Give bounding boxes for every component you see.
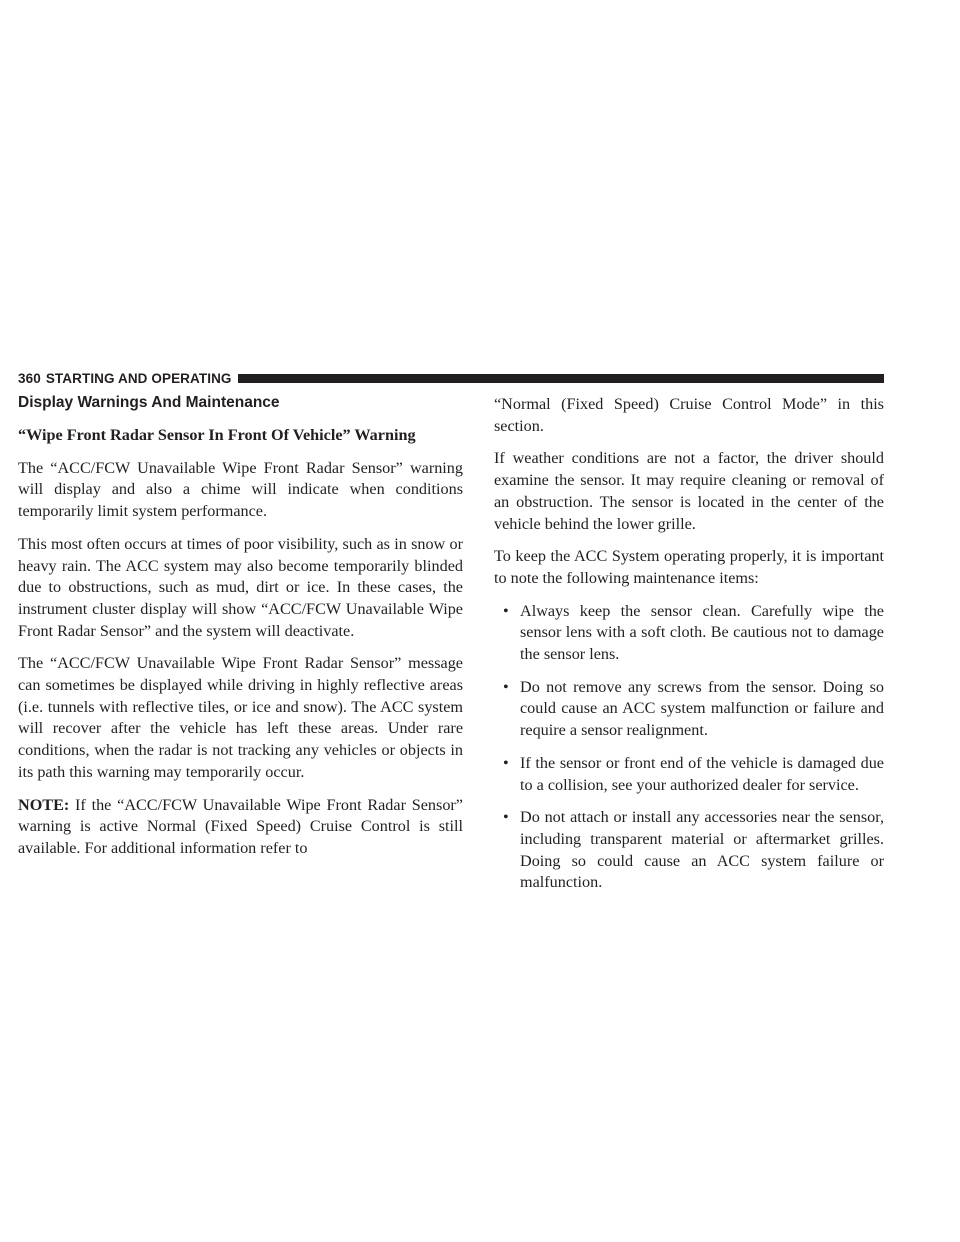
maintenance-list — [494, 601, 884, 894]
chapter-title: STARTING AND OPERATING — [45, 370, 232, 386]
bullet-icon: • — [503, 677, 509, 696]
list-item-text: Do not attach or install any accessories near the sensor, including transparent material or aftermarket grilles. Doing so could cause an ACC system failure or malfunction. — [520, 808, 884, 892]
page-header — [18, 370, 884, 386]
section-title: Display Warnings And Maintenance — [18, 394, 280, 411]
paragraph-reflective-areas: The “ACC/FCW Unavailable Wipe Front Radar Sensor” message can sometimes be displayed while driving in highly reflective areas (i.e. tunnels with reflective tiles, or ice and snow). The ACC system will recover after the vehicle has left these areas. Under rare conditions, when the radar is not tracking any vehicles or objects in its path this warning may temporarily occur. — [18, 654, 463, 781]
paragraph-poor-visibility: This most often occurs at times of poor visibility, such as in snow or heavy rain. The ACC system may also become temporarily blinded due to obstructions, such as mud, dirt or ice. In these cases, the instrument cluster display will show “ACC/FCW Unavailable Wipe Front Radar Sensor” and the system will deactivate. — [18, 534, 463, 640]
note-paragraph — [18, 795, 463, 860]
paragraph-warning-display: The “ACC/FCW Unavailable Wipe Front Radar Sensor” warning will display and also a chime will indicate when conditions temporarily limit system performance. — [18, 458, 463, 521]
paragraph-maintenance-intro: To keep the ACC System operating properly, it is important to note the following maintenance items: — [494, 547, 884, 587]
paragraph-examine-sensor: If weather conditions are not a factor, the driver should examine the sensor. It may require cleaning or removal of an obstruction. The sensor is located in the center of the vehicle behind the lower grille. — [494, 449, 884, 533]
bullet-icon: • — [503, 753, 509, 772]
list-item — [494, 677, 884, 742]
left-column — [18, 393, 463, 871]
header-rule — [238, 374, 884, 383]
note-label: NOTE: — [18, 795, 70, 814]
paragraph-continuation: “Normal (Fixed Speed) Cruise Control Mode” in this section. — [494, 395, 884, 435]
bullet-icon: • — [503, 601, 509, 620]
list-item — [494, 601, 884, 666]
list-item-text: If the sensor or front end of the vehicle is damaged due to a collision, see your authorized dealer for service. — [520, 753, 884, 794]
page-number: 360 — [18, 370, 41, 386]
subsection-title: “Wipe Front Radar Sensor In Front Of Vehicle” Warning — [18, 426, 416, 444]
list-item — [494, 807, 884, 894]
list-item — [494, 753, 884, 796]
note-text: If the “ACC/FCW Unavailable Wipe Front Radar Sensor” warning is active Normal (Fixed Speed) Cruise Control is still available. For additional information refer to — [18, 795, 463, 857]
list-item-text: Do not remove any screws from the sensor. Doing so could cause an ACC system malfunction or failure and require a sensor realignment. — [520, 677, 884, 740]
bullet-icon: • — [503, 808, 509, 827]
list-item-text: Always keep the sensor clean. Carefully wipe the sensor lens with a soft cloth. Be cautious not to damage the sensor lens. — [520, 601, 884, 664]
right-column — [494, 393, 884, 905]
